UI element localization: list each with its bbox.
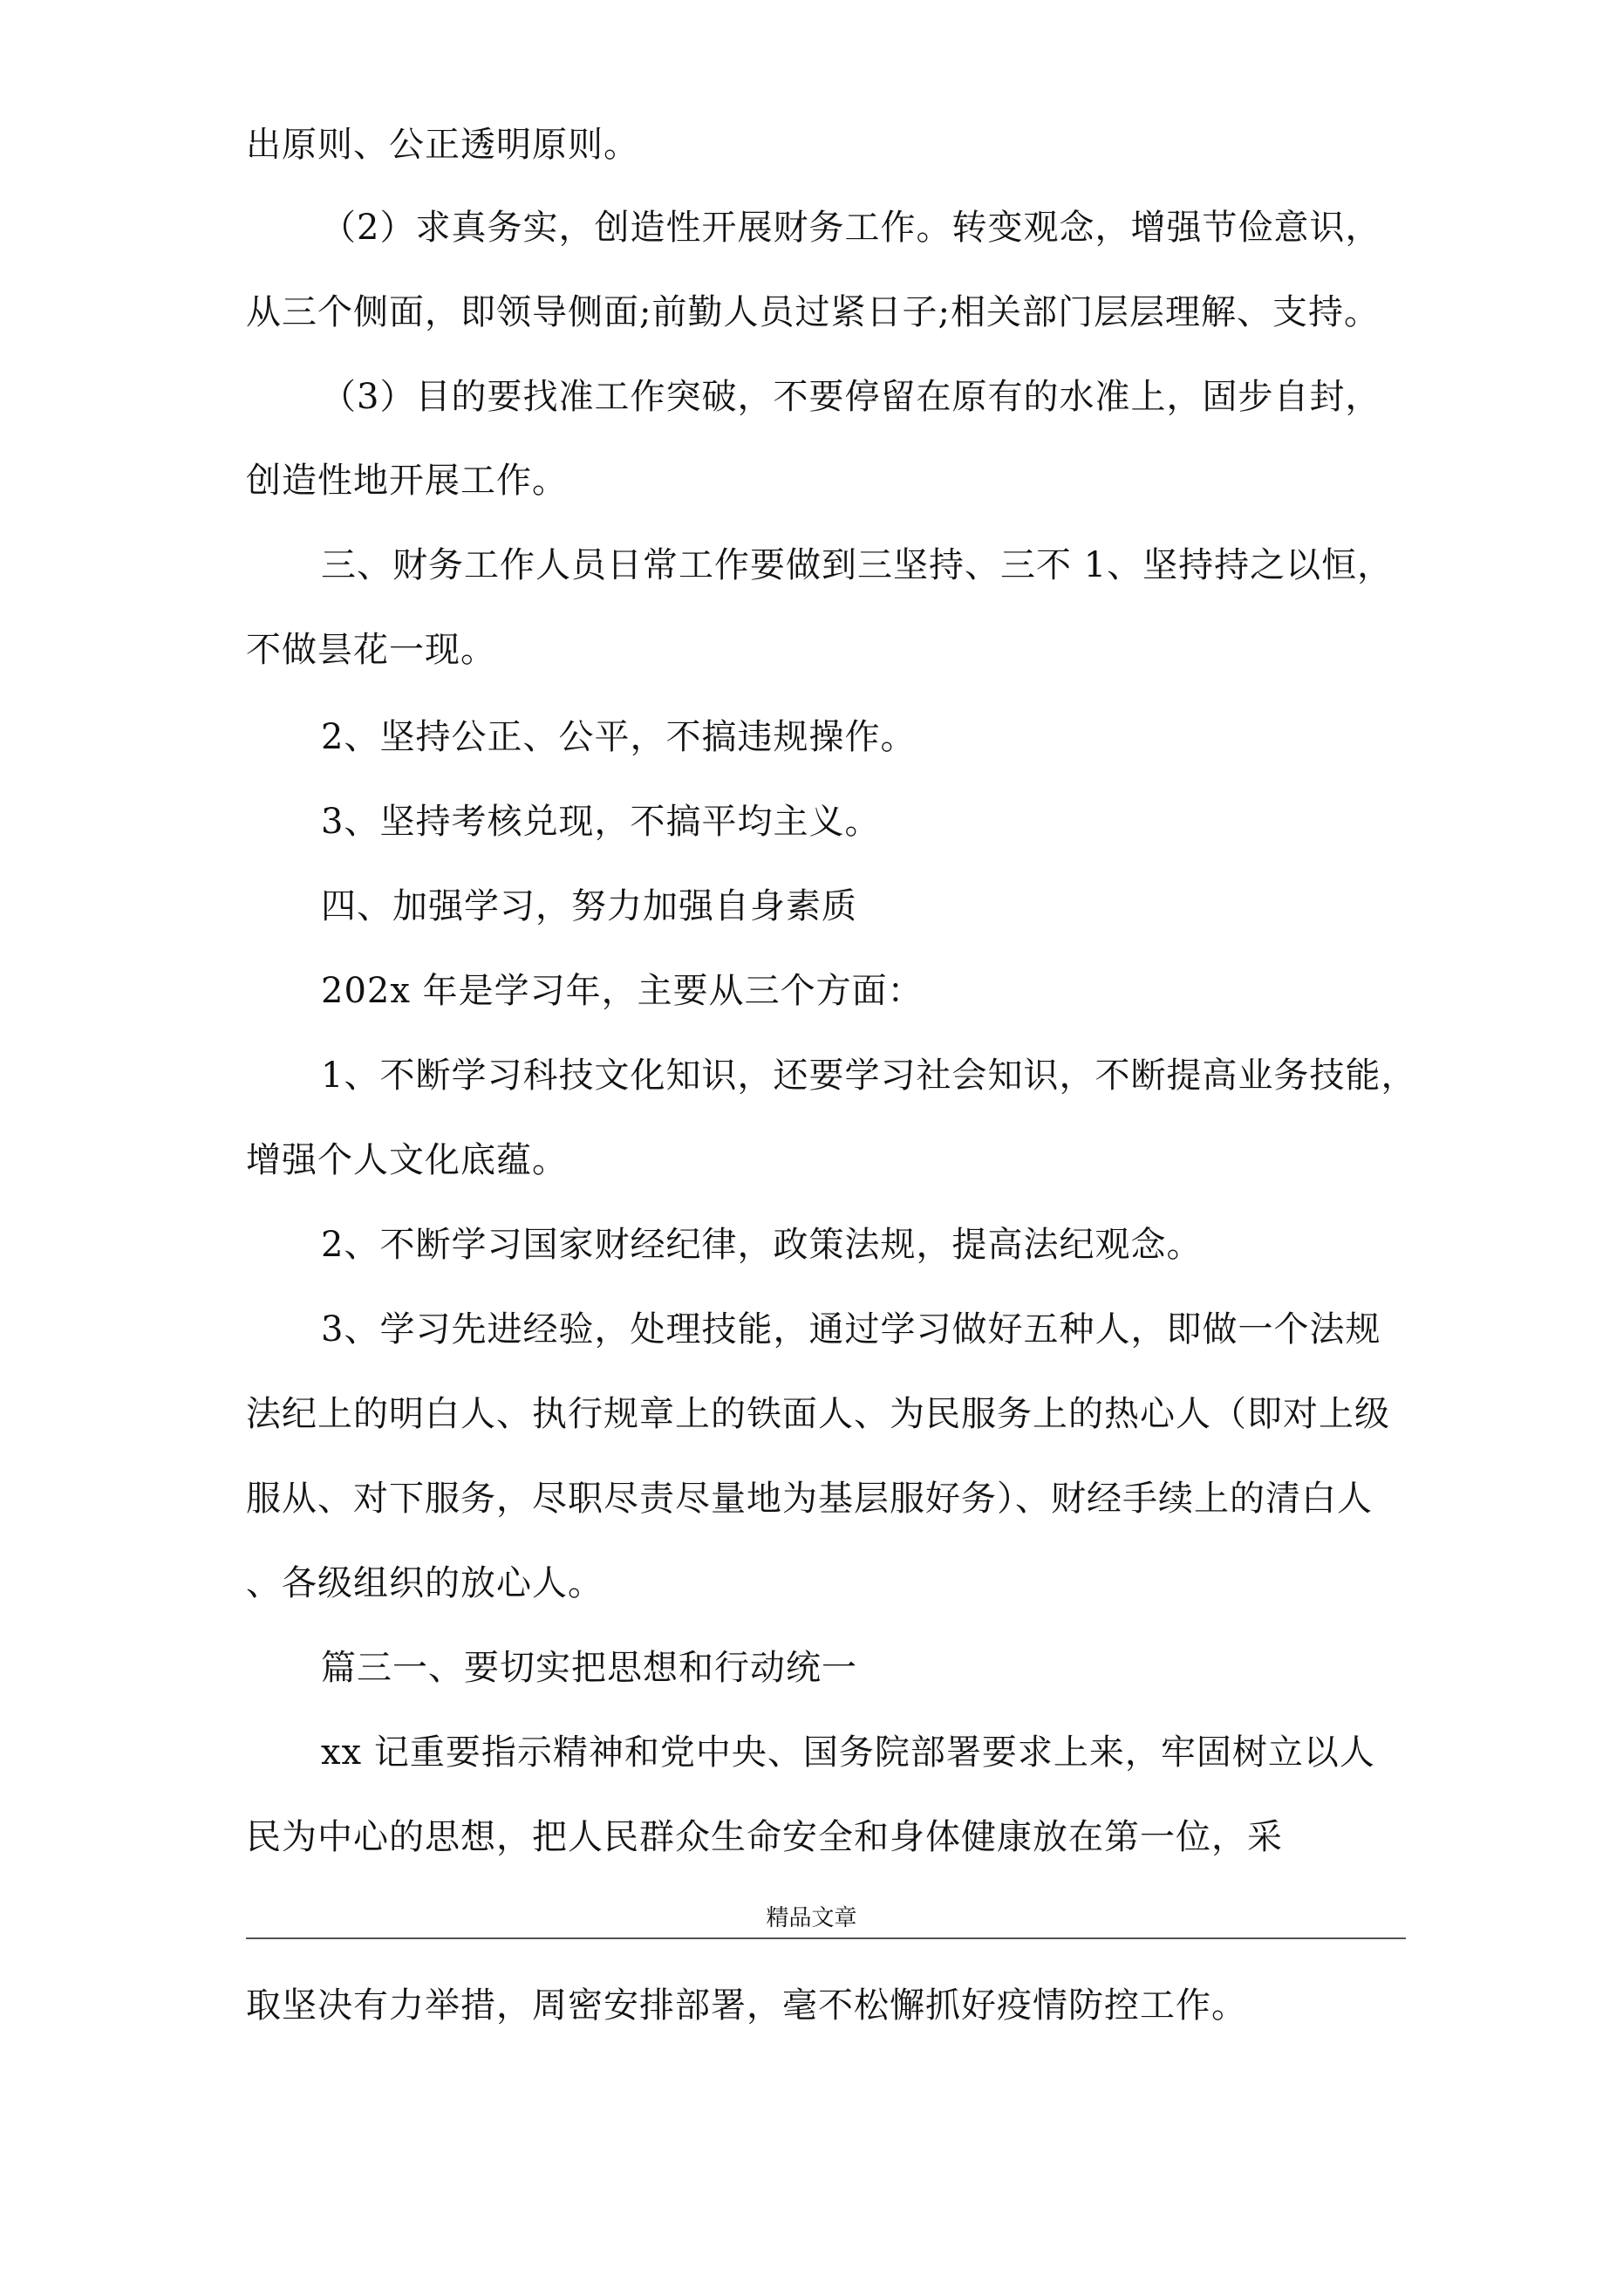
text-line: 篇三一、要切实把思想和行动统一	[321, 1648, 857, 1688]
text-line: 2、不断学习国家财经纪律，政策法规，提高法纪观念。	[321, 1225, 1203, 1265]
text-line: 增强个人文化底蕴。	[246, 1140, 568, 1180]
text-line: 四、加强学习，努力加强自身素质	[321, 886, 857, 926]
text-line: 3、坚持考核兑现，不搞平均主义。	[321, 802, 881, 842]
footer-divider	[246, 1937, 1406, 1939]
text-line: （3）目的要找准工作突破，不要停留在原有的水准上，固步自封，	[321, 377, 1381, 417]
text-line: 、各级组织的放心人。	[246, 1563, 604, 1603]
continuation-line: 取坚决有力举措，周密安排部署，毫不松懈抓好疫情防控工作。	[246, 1985, 1247, 2026]
page-footer-label: 精品文章	[766, 1905, 857, 1931]
text-line: 创造性地开展工作。	[246, 461, 568, 501]
text-line: （2）求真务实，创造性开展财务工作。转变观念，增强节俭意识，	[321, 208, 1381, 248]
text-line: 不做昙花一现。	[246, 630, 496, 670]
text-line: 三、财务工作人员日常工作要做到三坚持、三不 1、坚持持之以恒，	[321, 545, 1394, 585]
text-line: 3、学习先进经验，处理技能，通过学习做好五种人，即做一个法规	[321, 1309, 1381, 1350]
text-line: 从三个侧面，即领导侧面;前勤人员过紧日子;相关部门层层理解、支持。	[246, 292, 1380, 332]
text-line: 1、不断学习科技文化知识，还要学习社会知识，不断提高业务技能，	[321, 1056, 1417, 1096]
text-line: xx 记重要指示精神和党中央、国务院部署要求上来，牢固树立以人	[321, 1732, 1375, 1773]
text-line: 法纪上的明白人、执行规章上的铁面人、为民服务上的热心人（即对上级	[246, 1394, 1390, 1434]
text-line: 202x 年是学习年，主要从三个方面：	[321, 971, 924, 1011]
text-line: 出原则、公正透明原则。	[246, 125, 639, 165]
text-line: 2、坚持公正、公平，不搞违规操作。	[321, 717, 917, 757]
text-line: 民为中心的思想，把人民群众生命安全和身体健康放在第一位，采	[246, 1817, 1283, 1857]
text-line: 服从、对下服务，尽职尽责尽量地为基层服好务）、财经手续上的清白人	[246, 1479, 1373, 1519]
